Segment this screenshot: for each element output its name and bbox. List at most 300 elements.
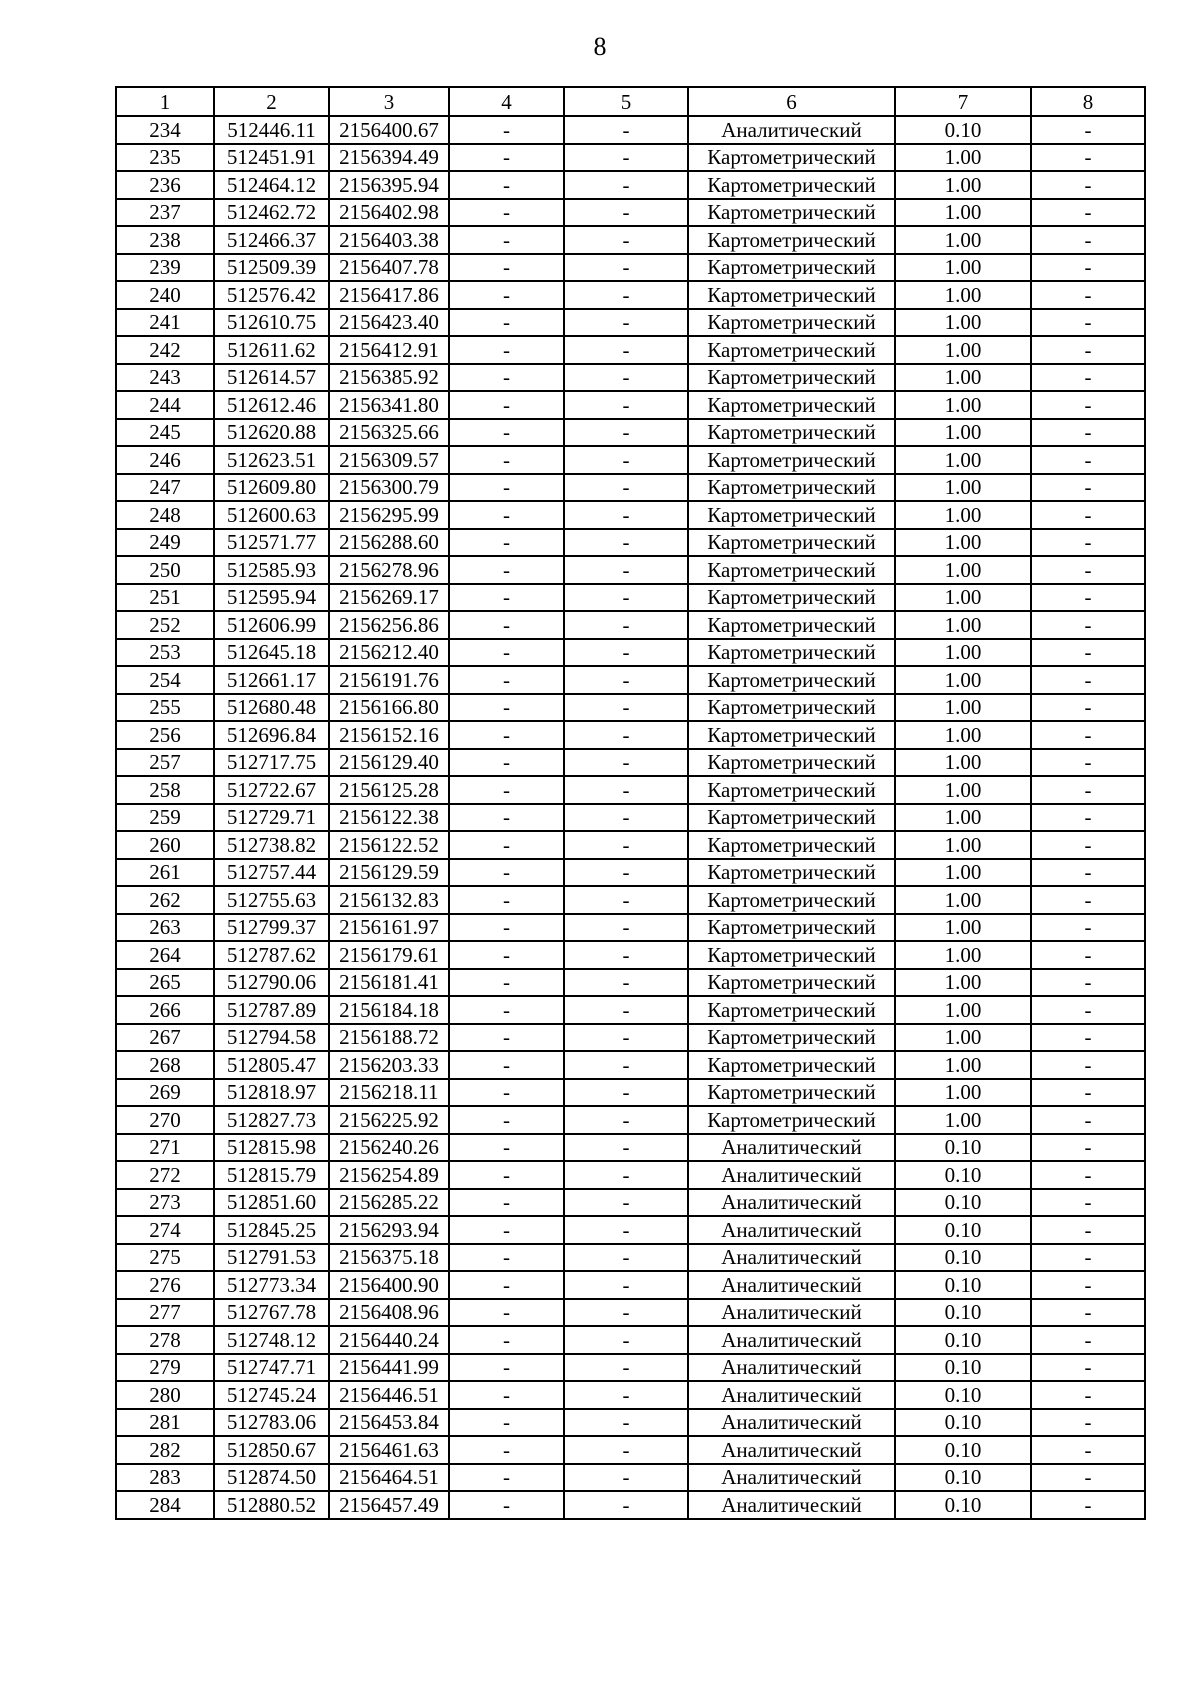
table-cell-col-2: 512614.57 [214,364,329,392]
table-cell-col-4: - [449,529,564,557]
table-cell-col-8: - [1031,144,1145,172]
table-cell-col-5: - [564,1409,688,1437]
table-cell-col-4: - [449,1189,564,1217]
table-cell-col-8: - [1031,721,1145,749]
table-cell-col-1: 275 [116,1244,214,1272]
table-cell-col-3: 2156212.40 [329,639,449,667]
table-cell-col-4: - [449,474,564,502]
table-cell-col-7: 1.00 [895,749,1031,777]
table-cell-col-2: 512755.63 [214,886,329,914]
table-cell-col-8: - [1031,116,1145,144]
table-row [116,831,1145,859]
table-cell-col-2: 512783.06 [214,1409,329,1437]
table-cell-col-3: 2156129.40 [329,749,449,777]
table-cell-col-4: - [449,1106,564,1134]
table-cell-col-2: 512791.53 [214,1244,329,1272]
table-cell-col-1: 239 [116,254,214,282]
table-cell-col-7: 1.00 [895,831,1031,859]
column-header-4: 4 [449,87,564,116]
table-cell-col-4: - [449,859,564,887]
table-cell-col-4: - [449,1299,564,1327]
column-header-2: 2 [214,87,329,116]
table-cell-col-2: 512620.88 [214,419,329,447]
table-cell-col-7: 1.00 [895,419,1031,447]
table-cell-col-5: - [564,1134,688,1162]
table-cell-col-7: 1.00 [895,639,1031,667]
table-cell-col-7: 1.00 [895,859,1031,887]
table-cell-col-5: - [564,226,688,254]
table-row [116,1216,1145,1244]
table-cell-col-5: - [564,941,688,969]
table-cell-col-2: 512585.93 [214,556,329,584]
table-cell-col-1: 281 [116,1409,214,1437]
table-cell-col-8: - [1031,199,1145,227]
table-row [116,199,1145,227]
table-cell-col-3: 2156461.63 [329,1436,449,1464]
table-cell-col-7: 1.00 [895,364,1031,392]
table-row [116,529,1145,557]
table-cell-col-2: 512462.72 [214,199,329,227]
table-cell-col-3: 2156152.16 [329,721,449,749]
table-cell-col-2: 512464.12 [214,171,329,199]
table-cell-col-2: 512446.11 [214,116,329,144]
table-cell-col-6: Картометрический [688,859,895,887]
table-cell-col-1: 247 [116,474,214,502]
table-row [116,556,1145,584]
table-row [116,666,1145,694]
table-cell-col-4: - [449,969,564,997]
table-cell-col-6: Картометрический [688,474,895,502]
table-cell-col-3: 2156408.96 [329,1299,449,1327]
table-cell-col-6: Картометрический [688,226,895,254]
table-cell-col-6: Картометрический [688,501,895,529]
table-cell-col-4: - [449,941,564,969]
table-cell-col-1: 278 [116,1326,214,1354]
table-cell-col-8: - [1031,1134,1145,1162]
table-cell-col-7: 0.10 [895,1464,1031,1492]
table-cell-col-7: 1.00 [895,1106,1031,1134]
table-cell-col-4: - [449,391,564,419]
table-cell-col-6: Картометрический [688,776,895,804]
table-cell-col-3: 2156295.99 [329,501,449,529]
table-cell-col-3: 2156188.72 [329,1024,449,1052]
column-header-3: 3 [329,87,449,116]
table-cell-col-5: - [564,556,688,584]
table-row [116,1381,1145,1409]
table-cell-col-5: - [564,804,688,832]
table-cell-col-2: 512576.42 [214,281,329,309]
table-cell-col-7: 1.00 [895,584,1031,612]
table-cell-col-1: 271 [116,1134,214,1162]
table-cell-col-5: - [564,639,688,667]
table-cell-col-7: 1.00 [895,474,1031,502]
table-cell-col-8: - [1031,584,1145,612]
table-cell-col-4: - [449,1079,564,1107]
table-cell-col-5: - [564,501,688,529]
table-cell-col-3: 2156453.84 [329,1409,449,1437]
table-cell-col-3: 2156394.49 [329,144,449,172]
table-cell-col-8: - [1031,226,1145,254]
table-row [116,391,1145,419]
table-cell-col-2: 512745.24 [214,1381,329,1409]
table-cell-col-7: 0.10 [895,1161,1031,1189]
table-cell-col-5: - [564,309,688,337]
table-cell-col-7: 1.00 [895,694,1031,722]
table-cell-col-3: 2156288.60 [329,529,449,557]
table-cell-col-4: - [449,804,564,832]
table-row [116,1491,1145,1519]
table-cell-col-1: 253 [116,639,214,667]
table-cell-col-3: 2156457.49 [329,1491,449,1519]
table-cell-col-6: Картометрический [688,336,895,364]
table-cell-col-1: 268 [116,1051,214,1079]
table-cell-col-7: 0.10 [895,116,1031,144]
table-cell-col-1: 243 [116,364,214,392]
table-cell-col-1: 237 [116,199,214,227]
table-cell-col-4: - [449,886,564,914]
table-cell-col-3: 2156403.38 [329,226,449,254]
table-cell-col-4: - [449,721,564,749]
table-row [116,116,1145,144]
table-cell-col-1: 257 [116,749,214,777]
table-cell-col-2: 512815.98 [214,1134,329,1162]
table-cell-col-5: - [564,529,688,557]
table-cell-col-8: - [1031,859,1145,887]
table-cell-col-7: 1.00 [895,914,1031,942]
table-cell-col-7: 1.00 [895,336,1031,364]
table-cell-col-4: - [449,1216,564,1244]
table-cell-col-1: 267 [116,1024,214,1052]
table-cell-col-4: - [449,694,564,722]
table-cell-col-4: - [449,254,564,282]
table-cell-col-5: - [564,914,688,942]
table-cell-col-2: 512827.73 [214,1106,329,1134]
table-cell-col-4: - [449,501,564,529]
table-cell-col-7: 0.10 [895,1134,1031,1162]
table-cell-col-5: - [564,1051,688,1079]
table-cell-col-5: - [564,1299,688,1327]
table-cell-col-3: 2156225.92 [329,1106,449,1134]
table-cell-col-4: - [449,1491,564,1519]
table-cell-col-6: Картометрический [688,721,895,749]
table-cell-col-8: - [1031,639,1145,667]
table-cell-col-6: Картометрический [688,446,895,474]
table-cell-col-6: Картометрический [688,364,895,392]
table-cell-col-8: - [1031,501,1145,529]
table-cell-col-5: - [564,446,688,474]
table-cell-col-1: 283 [116,1464,214,1492]
table-cell-col-1: 254 [116,666,214,694]
table-cell-col-7: 1.00 [895,226,1031,254]
table-cell-col-4: - [449,666,564,694]
table-cell-col-1: 256 [116,721,214,749]
table-cell-col-8: - [1031,996,1145,1024]
table-cell-col-2: 512790.06 [214,969,329,997]
table-cell-col-3: 2156400.67 [329,116,449,144]
table-row [116,1354,1145,1382]
table-cell-col-1: 280 [116,1381,214,1409]
table-cell-col-6: Картометрический [688,666,895,694]
table-cell-col-3: 2156400.90 [329,1271,449,1299]
table-cell-col-8: - [1031,281,1145,309]
table-cell-col-2: 512880.52 [214,1491,329,1519]
table-cell-col-3: 2156407.78 [329,254,449,282]
table-cell-col-3: 2156395.94 [329,171,449,199]
table-cell-col-6: Картометрический [688,804,895,832]
table-cell-col-1: 273 [116,1189,214,1217]
table-cell-col-4: - [449,1464,564,1492]
table-cell-col-6: Картометрический [688,694,895,722]
column-header-5: 5 [564,87,688,116]
table-row [116,1464,1145,1492]
table-cell-col-3: 2156122.38 [329,804,449,832]
table-cell-col-7: 0.10 [895,1189,1031,1217]
table-row [116,446,1145,474]
table-cell-col-3: 2156129.59 [329,859,449,887]
table-cell-col-7: 0.10 [895,1326,1031,1354]
table-cell-col-5: - [564,1326,688,1354]
table-cell-col-2: 512799.37 [214,914,329,942]
table-cell-col-4: - [449,336,564,364]
table-cell-col-7: 1.00 [895,721,1031,749]
table-cell-col-6: Картометрический [688,419,895,447]
table-row [116,364,1145,392]
table-row [116,996,1145,1024]
table-cell-col-1: 284 [116,1491,214,1519]
table-cell-col-3: 2156341.80 [329,391,449,419]
table-cell-col-5: - [564,199,688,227]
table-cell-col-3: 2156278.96 [329,556,449,584]
table-row [116,226,1145,254]
table-cell-col-8: - [1031,474,1145,502]
table-cell-col-1: 262 [116,886,214,914]
table-cell-col-4: - [449,144,564,172]
table-cell-col-4: - [449,1436,564,1464]
table-row [116,1409,1145,1437]
table-cell-col-7: 1.00 [895,996,1031,1024]
table-row [116,749,1145,777]
column-header-1: 1 [116,87,214,116]
table-cell-col-2: 512748.12 [214,1326,329,1354]
table-cell-col-3: 2156166.80 [329,694,449,722]
table-cell-col-8: - [1031,831,1145,859]
table-cell-col-2: 512680.48 [214,694,329,722]
table-cell-col-2: 512773.34 [214,1271,329,1299]
table-cell-col-5: - [564,144,688,172]
table-cell-col-2: 512874.50 [214,1464,329,1492]
table-cell-col-6: Картометрический [688,914,895,942]
table-cell-col-5: - [564,364,688,392]
column-header-7: 7 [895,87,1031,116]
table-row [116,611,1145,639]
table-cell-col-7: 0.10 [895,1271,1031,1299]
table-cell-col-1: 242 [116,336,214,364]
table-cell-col-8: - [1031,1189,1145,1217]
table-cell-col-3: 2156300.79 [329,474,449,502]
table-cell-col-1: 274 [116,1216,214,1244]
table-cell-col-6: Картометрический [688,144,895,172]
table-row [116,1051,1145,1079]
table-cell-col-4: - [449,1409,564,1437]
table-cell-col-1: 270 [116,1106,214,1134]
table-cell-col-4: - [449,171,564,199]
table-cell-col-1: 246 [116,446,214,474]
table-cell-col-1: 272 [116,1161,214,1189]
table-cell-col-7: 1.00 [895,171,1031,199]
table-cell-col-5: - [564,1491,688,1519]
table-row [116,584,1145,612]
table-cell-col-7: 1.00 [895,556,1031,584]
table-cell-col-5: - [564,1271,688,1299]
table-cell-col-8: - [1031,1161,1145,1189]
table-row [116,419,1145,447]
table-row [116,309,1145,337]
table-cell-col-3: 2156464.51 [329,1464,449,1492]
table-cell-col-7: 1.00 [895,199,1031,227]
table-cell-col-3: 2156269.17 [329,584,449,612]
table-cell-col-3: 2156412.91 [329,336,449,364]
table-cell-col-3: 2156203.33 [329,1051,449,1079]
table-cell-col-6: Аналитический [688,1134,895,1162]
table-cell-col-6: Картометрический [688,171,895,199]
table-cell-col-3: 2156218.11 [329,1079,449,1107]
table-cell-col-3: 2156385.92 [329,364,449,392]
table-cell-col-1: 276 [116,1271,214,1299]
table-cell-col-8: - [1031,749,1145,777]
table-cell-col-2: 512815.79 [214,1161,329,1189]
table-cell-col-6: Картометрический [688,611,895,639]
table-cell-col-2: 512845.25 [214,1216,329,1244]
table-cell-col-8: - [1031,1216,1145,1244]
table-cell-col-7: 1.00 [895,776,1031,804]
table-cell-col-6: Аналитический [688,1491,895,1519]
table-cell-col-8: - [1031,666,1145,694]
table-cell-col-7: 0.10 [895,1491,1031,1519]
table-cell-col-3: 2156402.98 [329,199,449,227]
table-cell-col-6: Картометрический [688,281,895,309]
table-cell-col-7: 1.00 [895,254,1031,282]
table-row [116,969,1145,997]
table-cell-col-2: 512717.75 [214,749,329,777]
table-cell-col-5: - [564,1024,688,1052]
table-cell-col-5: - [564,584,688,612]
table-row [116,1244,1145,1272]
table-body [116,116,1145,1519]
table-cell-col-7: 1.00 [895,969,1031,997]
table-cell-col-4: - [449,1134,564,1162]
table-cell-col-8: - [1031,419,1145,447]
table-cell-col-1: 282 [116,1436,214,1464]
table-cell-col-7: 1.00 [895,446,1031,474]
table-cell-col-2: 512722.67 [214,776,329,804]
table-cell-col-1: 265 [116,969,214,997]
table-cell-col-4: - [449,309,564,337]
table-cell-col-8: - [1031,1381,1145,1409]
table-cell-col-5: - [564,1464,688,1492]
table-row [116,1106,1145,1134]
table-cell-col-6: Картометрический [688,1106,895,1134]
table-row [116,254,1145,282]
coordinates-table [115,86,1146,1520]
table-cell-col-3: 2156184.18 [329,996,449,1024]
table-cell-col-6: Картометрический [688,996,895,1024]
table-cell-col-8: - [1031,1024,1145,1052]
table-cell-col-4: - [449,1024,564,1052]
table-cell-col-3: 2156309.57 [329,446,449,474]
table-cell-col-2: 512696.84 [214,721,329,749]
table-row [116,1189,1145,1217]
table-cell-col-2: 512595.94 [214,584,329,612]
table-cell-col-8: - [1031,364,1145,392]
table-cell-col-1: 244 [116,391,214,419]
table-cell-col-5: - [564,1216,688,1244]
table-cell-col-8: - [1031,1464,1145,1492]
table-cell-col-5: - [564,666,688,694]
table-cell-col-7: 1.00 [895,1024,1031,1052]
table-cell-col-8: - [1031,611,1145,639]
table-row [116,694,1145,722]
table-cell-col-8: - [1031,1491,1145,1519]
table-cell-col-8: - [1031,336,1145,364]
table-cell-col-5: - [564,969,688,997]
table-cell-col-6: Аналитический [688,1464,895,1492]
table-cell-col-7: 0.10 [895,1244,1031,1272]
table-cell-col-6: Аналитический [688,1161,895,1189]
table-cell-col-7: 1.00 [895,529,1031,557]
table-cell-col-7: 1.00 [895,941,1031,969]
table-cell-col-6: Аналитический [688,1271,895,1299]
table-cell-col-8: - [1031,914,1145,942]
table-cell-col-1: 266 [116,996,214,1024]
table-cell-col-4: - [449,1161,564,1189]
table-row [116,941,1145,969]
table-cell-col-6: Аналитический [688,1189,895,1217]
table-cell-col-1: 252 [116,611,214,639]
table-cell-col-6: Картометрический [688,529,895,557]
table-cell-col-8: - [1031,446,1145,474]
table-cell-col-5: - [564,1161,688,1189]
table-cell-col-6: Аналитический [688,1326,895,1354]
table-cell-col-5: - [564,996,688,1024]
table-cell-col-5: - [564,611,688,639]
table-cell-col-4: - [449,364,564,392]
table-cell-col-2: 512747.71 [214,1354,329,1382]
table-cell-col-5: - [564,336,688,364]
column-header-6: 6 [688,87,895,116]
table-cell-col-3: 2156122.52 [329,831,449,859]
table-cell-col-4: - [449,749,564,777]
table-cell-col-2: 512451.91 [214,144,329,172]
table-row [116,474,1145,502]
table-cell-col-4: - [449,584,564,612]
table-cell-col-3: 2156417.86 [329,281,449,309]
table-cell-col-6: Картометрический [688,1051,895,1079]
table-cell-col-5: - [564,1244,688,1272]
table-cell-col-6: Картометрический [688,941,895,969]
table-cell-col-6: Картометрический [688,639,895,667]
table-row [116,721,1145,749]
table-cell-col-4: - [449,1271,564,1299]
table-cell-col-1: 234 [116,116,214,144]
table-cell-col-8: - [1031,941,1145,969]
table-cell-col-3: 2156254.89 [329,1161,449,1189]
table-cell-col-7: 0.10 [895,1381,1031,1409]
table-cell-col-6: Картометрический [688,1024,895,1052]
table-cell-col-2: 512509.39 [214,254,329,282]
table-cell-col-6: Аналитический [688,1381,895,1409]
table-cell-col-2: 512729.71 [214,804,329,832]
table-cell-col-7: 1.00 [895,886,1031,914]
